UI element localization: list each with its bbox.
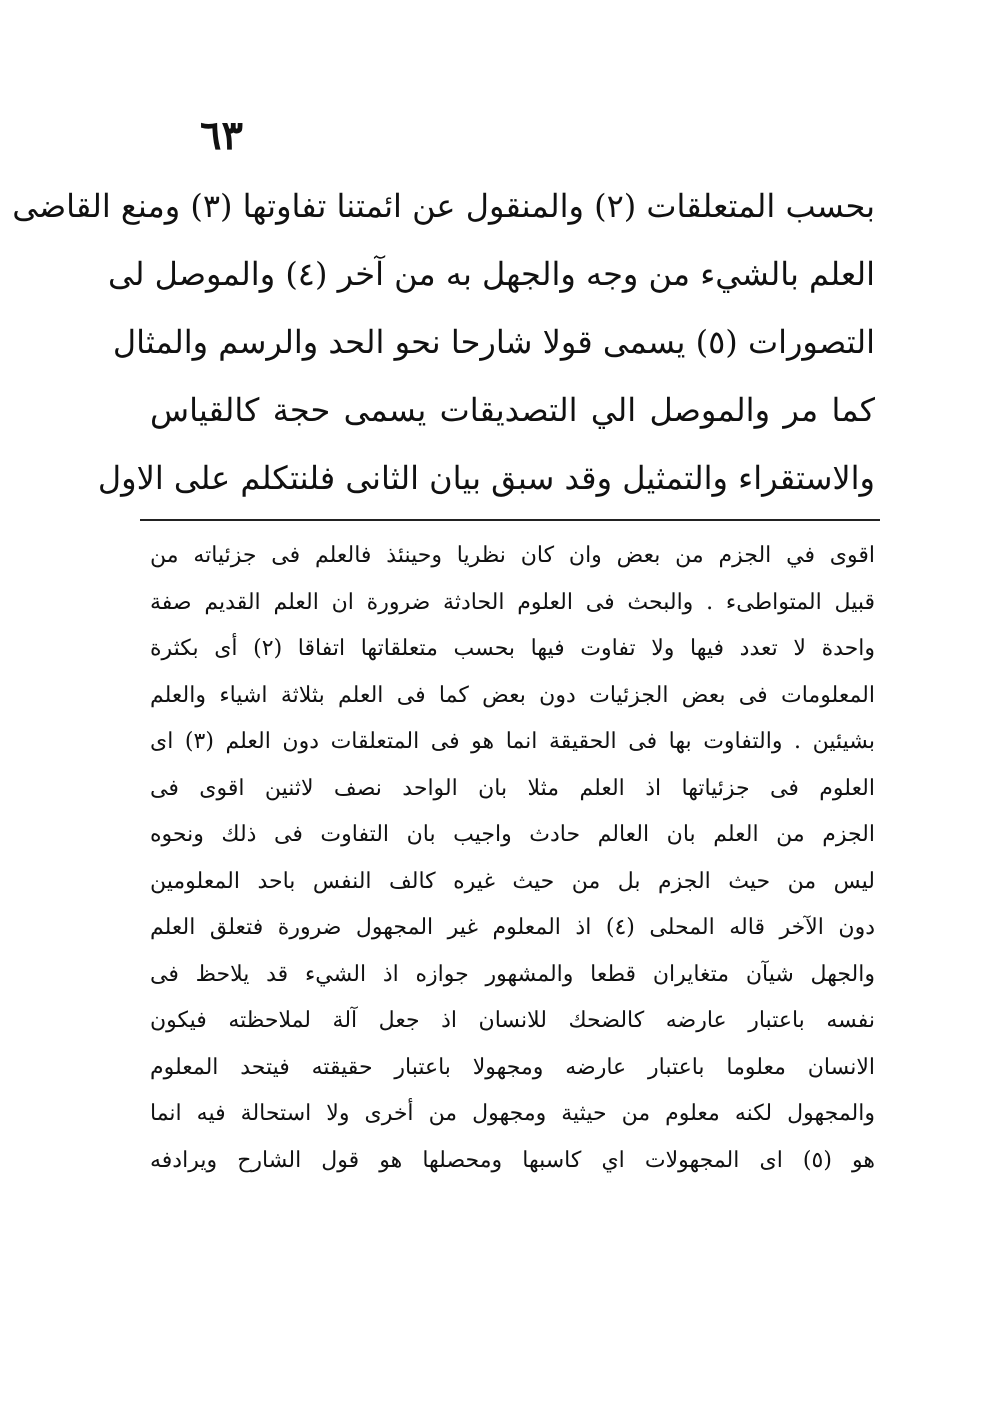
main-text-line: بحسب المتعلقات (٢) والمنقول عن ائمتنا تفاوتها (٣) ومنع القاضى — [12, 187, 875, 225]
footnote-line: ليس من حيث الجزم بل من حيث غيره كالف النفس باحد المعلومين — [150, 868, 875, 894]
footnote-line: المعلومات فى بعض الجزئيات دون بعض كما فى العلم بثلاثة اشياء والعلم — [150, 682, 875, 708]
footnote-line: العلوم فى جزئياتها اذ العلم مثلا بان الواحد نصف لاثنين اقوى فى — [150, 775, 875, 801]
footnote-line: بشيئين . والتفاوت بها فى الحقيقة انما هو فى المتعلقات دون العلم (٣) اى — [150, 729, 875, 754]
main-text-line: التصورات (٥) يسمى قولا شارحا نحو الحد والرسم والمثال — [112, 323, 875, 361]
footnote-line: واحدة لا تعدد فيها ولا تفاوت فيها بحسب متعلقاتها اتفاقا (٢) أى بكثرة — [150, 636, 875, 661]
footnote-line: والمجهول لكنه معلوم من حيثية ومجهول من أخرى ولا استحالة فيه انما — [150, 1101, 875, 1126]
footnote-line: قبيل المتواطىء . والبحث فى العلوم الحادثة ضرورة ان العلم القديم صفة — [150, 589, 875, 615]
main-text-line: كما مر والموصل الي التصديقات يسمى حجة كالقياس — [150, 391, 876, 429]
footnote-line: والجهل شيآن متغايران قطعا والمشهور جوازه اذ الشيء قد يلاحظ فى — [150, 961, 875, 987]
footnote-divider — [140, 519, 880, 521]
footnotes-block — [150, 533, 875, 1184]
footnote-line: الانسان معلوما باعتبار عارضه ومجهولا باعتبار حقيقته فيتحد المعلوم — [150, 1054, 875, 1080]
footnote-line: هو (٥) اى المجهولات اي كاسبها ومحصلها هو قول الشارح ويرادفه — [150, 1147, 875, 1173]
footnote-line: دون الآخر قاله المحلى (٤) اذ المعلوم غير المجهول ضرورة فتعلق العلم — [150, 915, 875, 940]
main-text-line: والاستقراء والتمثيل وقد سبق بيان الثانى فلنتكلم على الاول — [97, 459, 875, 497]
main-text-line: العلم بالشيء من وجه والجهل به من آخر (٤) والموصل لى — [108, 255, 875, 293]
footnote-line: الجزم من العلم بان العالم حادث واجيب بان التفاوت فى ذلك ونحوه — [150, 822, 875, 847]
main-text-block — [12, 172, 876, 512]
footnote-line: اقوى في الجزم من بعض وان كان نظريا وحينئذ فالعلم فى جزئياته من — [150, 543, 875, 568]
page-number: ٦٣ — [200, 112, 243, 159]
footnote-line: نفسه باعتبار عارضه كالضحك للانسان اذ جعل آلة لملاحظته فيكون — [150, 1008, 875, 1033]
